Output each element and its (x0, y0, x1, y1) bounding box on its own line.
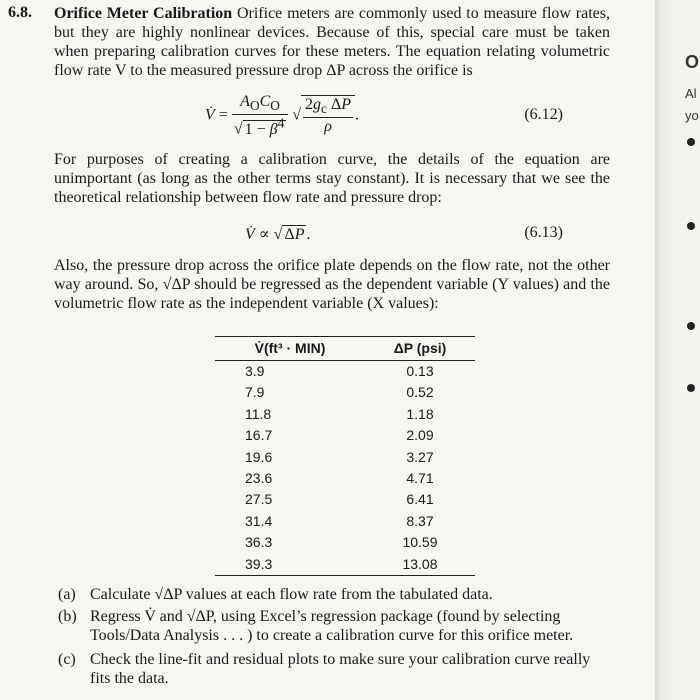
table-row: 23.6 4.71 (245, 470, 434, 487)
header-pressure-drop: ΔP (psi) (365, 337, 475, 361)
table-row: 11.8 1.18 (245, 405, 434, 422)
next-page-edge (655, 0, 700, 700)
question-a (58, 585, 614, 604)
question-c (58, 650, 614, 688)
problem-number: 6.8. (8, 4, 32, 21)
question-label: (a) (58, 586, 76, 603)
margin-char: O (685, 52, 700, 72)
table-row: 7.9 0.52 (245, 384, 434, 401)
bullet-icon (687, 384, 695, 392)
question-text: Calculate √ΔP values at each flow rate from the tabulated data. (90, 586, 493, 603)
equation-6-13: V̇ ∝ √ ΔP . (245, 226, 311, 243)
margin-char: Al (685, 86, 697, 101)
question-text: Check the line-fit and residual plots to make sure your calibration curve really fits the data. (90, 651, 591, 687)
equation-6-12: V̇ = $\frac{A_OC_O}{√ 1 - \beta^4}$ √ $\frac{2g_c \Delta P}{\rho}$ . (205, 93, 360, 138)
bullet-icon (687, 322, 695, 330)
question-label: (c) (58, 651, 76, 668)
bullet-icon (687, 222, 695, 230)
table-row: 19.6 3.27 (245, 448, 434, 465)
margin-char: yo (685, 108, 699, 123)
header-flow-rate: V̇(ft³ · MIN) (215, 337, 365, 361)
table-row: 3.9 0.13 (245, 363, 434, 379)
table-row: 36.3 10.59 (245, 534, 438, 551)
equation-number-6-12: (6.12) (524, 106, 563, 123)
table-row: 39.3 13.08 (215, 554, 475, 576)
paragraph-2: For purposes of creating a calibration curve, the details of the equation are unimportant (as long as the other terms stay constant). It is necessary that we see the theoretical relationship between flow rate and pressure drop: (54, 151, 610, 206)
question-text: Regress V̇ and √ΔP, using Excel’s regression package (found by selecting Tools/Data Analysis . . . ) to create a calibration curve for this orifice meter. (90, 608, 574, 644)
bullet-icon (687, 138, 695, 146)
table-row: 27.5 6.41 (245, 491, 434, 508)
intro-text: Orifice meters are commonly used to measure flow rates, but they are highly nonlinear devices. Because of this, special care must be taken when preparing calibration curves for these meters. The equation relating volumetric flow rate V to the measured pressure drop ΔP across the orifice is (54, 5, 610, 79)
question-b (58, 607, 614, 645)
problem-title: Orifice Meter Calibration (54, 5, 233, 22)
table-row: 31.4 8.37 (245, 512, 434, 529)
question-label: (b) (58, 608, 77, 625)
intro-paragraph (54, 4, 610, 80)
paragraph-3: Also, the pressure drop across the orifice plate depends on the flow rate, not the other way around. So, √ΔP should be regressed as the dependent variable (Y values) and the volumetric flow rate as the independent variable (X values): (54, 257, 610, 312)
table-row: 16.7 2.09 (245, 427, 434, 444)
calibration-data-table (215, 336, 475, 576)
equation-number-6-13: (6.13) (524, 224, 563, 241)
